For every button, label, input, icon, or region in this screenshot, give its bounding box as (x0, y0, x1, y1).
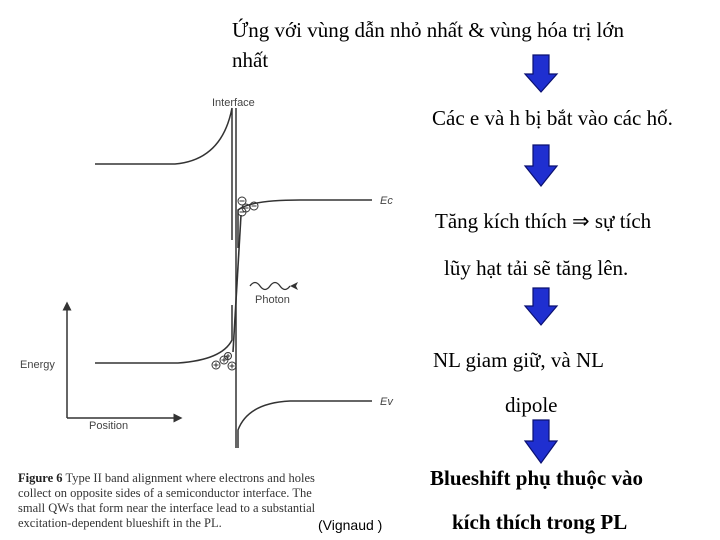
step-2-text-line-1: Tăng kích thích ⇒ sự tích (435, 209, 652, 233)
credit-text: (Vignaud ) (318, 517, 383, 533)
ec-label: Ec (380, 195, 393, 207)
flow-arrow-1 (525, 55, 557, 92)
step-4-text-line-2: kích thích trong PL (452, 510, 628, 534)
figure-caption-line-3: small QWs that form near the interface lead to a substantial (18, 501, 316, 515)
figure-caption-line-2: collect on opposite sides of a semiconductor interface. The (18, 486, 312, 500)
conduction-band-left (95, 108, 232, 240)
valence-band-right (238, 401, 372, 448)
position-label: Position (89, 420, 129, 432)
flow-arrow-3 (525, 288, 557, 325)
step-1-text: Các e và h bị bắt vào các hố. (432, 106, 673, 130)
figure-caption-line-1 (18, 471, 315, 485)
step-4-text-line-1: Blueshift phụ thuộc vào (430, 466, 643, 490)
step-3-text-line-2: dipole (505, 393, 558, 417)
ev-label: Ev (380, 396, 393, 408)
heading-line-1: Ứng với vùng dẫn nhỏ nhất & vùng hóa trị lớn (232, 18, 624, 42)
transition-line (233, 215, 241, 352)
electron-symbols (238, 197, 258, 216)
flow-arrow-4 (525, 420, 557, 463)
caption-text-1: Type II band alignment where electrons and holes (65, 471, 315, 485)
heading-line-2: nhất (232, 48, 269, 72)
interface-label: Interface (212, 97, 255, 109)
figure-caption-title: Figure 6 (18, 471, 63, 485)
step-3-text-line-1: NL giam giữ, và NL (433, 348, 604, 372)
flow-arrow-2 (525, 145, 557, 186)
figure-caption-line-4: excitation-dependent blueshift in the PL. (18, 516, 222, 530)
step-2-text-line-2: lũy hạt tải sẽ tăng lên. (444, 256, 629, 280)
valence-band-left (95, 305, 232, 363)
energy-label: Energy (20, 359, 55, 371)
photon-label: Photon (255, 294, 290, 306)
photon-wave (250, 282, 298, 290)
